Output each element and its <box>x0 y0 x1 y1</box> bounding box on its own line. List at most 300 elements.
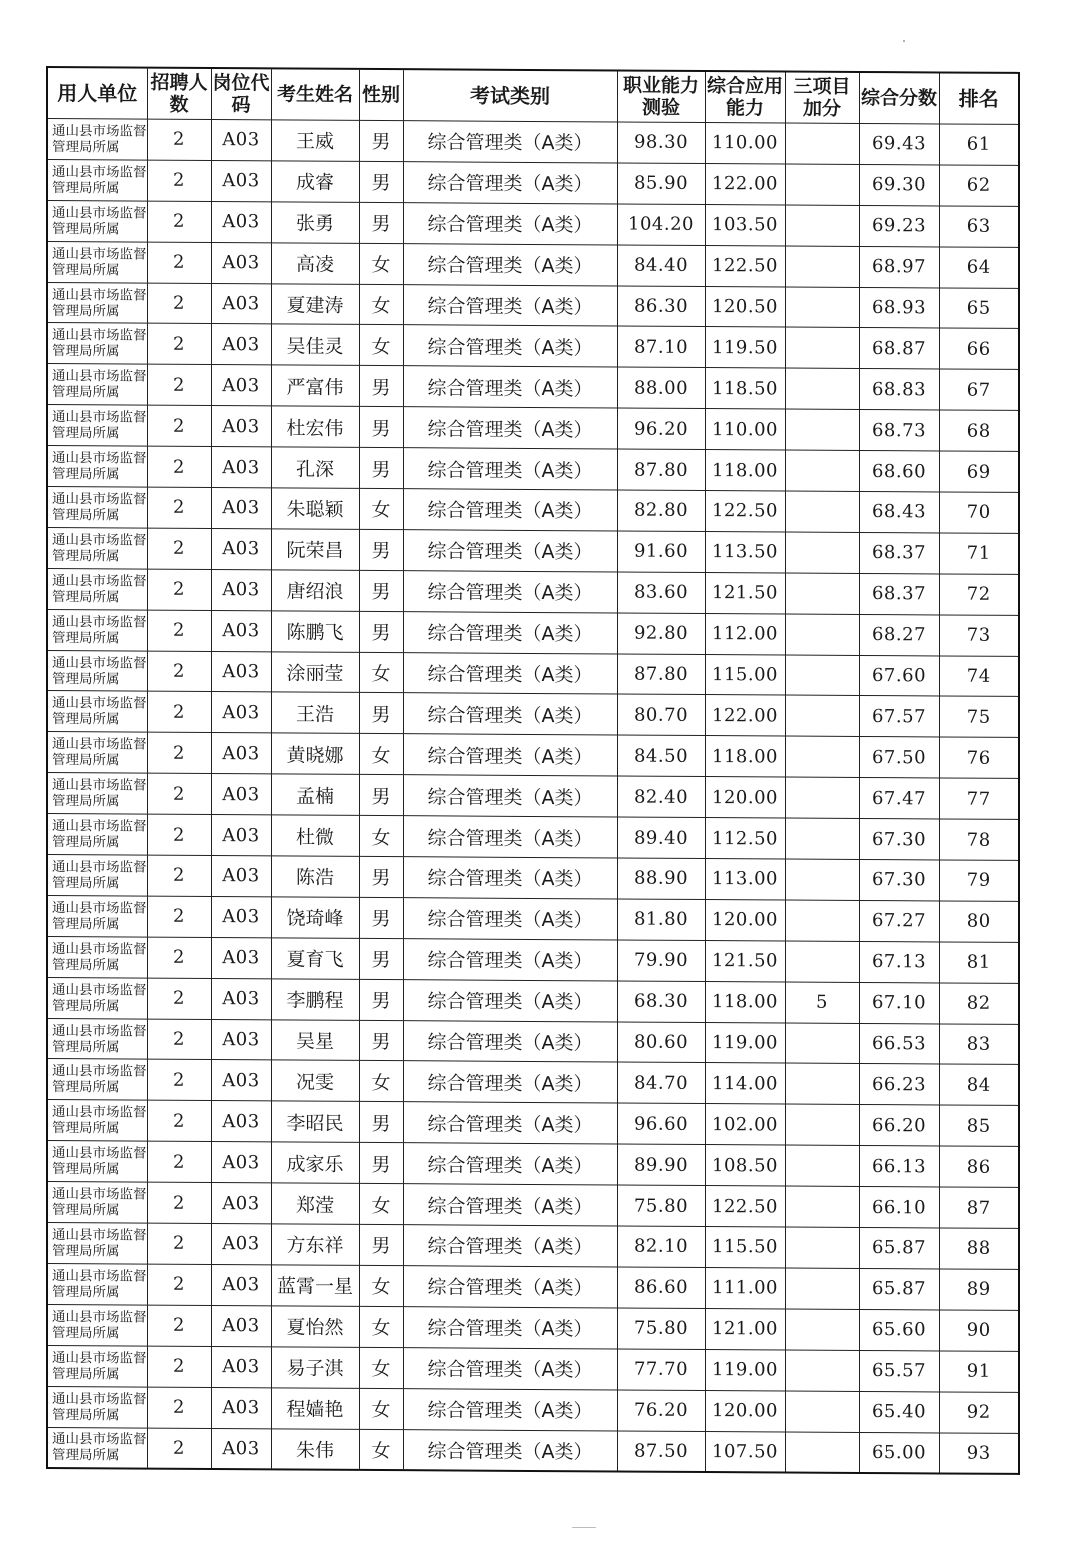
cell-gender: 女 <box>359 1429 403 1471</box>
cell-recruit: 2 <box>147 773 211 814</box>
cell-application: 114.00 <box>705 1063 785 1104</box>
cell-bonus <box>785 900 859 941</box>
cell-application: 111.00 <box>705 1267 785 1308</box>
cell-bonus <box>785 1268 859 1309</box>
cell-rank: 65 <box>939 288 1019 329</box>
table-row <box>47 446 1019 493</box>
cell-category: 综合管理类（A类） <box>403 570 617 612</box>
cell-recruit: 2 <box>147 119 211 160</box>
cell-name: 孟楠 <box>271 774 359 815</box>
cell-recruit: 2 <box>147 1305 211 1346</box>
table-row <box>47 405 1019 452</box>
cell-aptitude: 104.20 <box>617 204 705 245</box>
cell-recruit: 2 <box>147 814 211 855</box>
cell-application: 118.00 <box>705 981 785 1022</box>
cell-total: 68.60 <box>859 451 939 492</box>
cell-name: 夏怡然 <box>271 1306 359 1347</box>
cell-unit: 通山县市场监督管理局所属 <box>47 1263 147 1305</box>
cell-bonus <box>785 818 859 859</box>
cell-total: 67.13 <box>859 941 939 982</box>
cell-aptitude: 77.70 <box>617 1349 705 1390</box>
cell-recruit: 2 <box>147 160 211 201</box>
cell-gender: 男 <box>359 1143 403 1184</box>
table-row <box>47 527 1019 574</box>
cell-aptitude: 84.40 <box>617 245 705 286</box>
cell-post-code: A03 <box>211 160 271 201</box>
cell-post-code: A03 <box>211 1346 271 1387</box>
cell-recruit: 2 <box>147 1060 211 1101</box>
header-total: 综合分数 <box>859 72 939 124</box>
cell-rank: 72 <box>939 574 1019 615</box>
cell-gender: 男 <box>359 529 403 570</box>
cell-application: 115.50 <box>705 1227 785 1268</box>
cell-bonus <box>785 1350 859 1391</box>
cell-rank: 67 <box>939 369 1019 410</box>
cell-aptitude: 84.70 <box>617 1062 705 1103</box>
cell-category: 综合管理类（A类） <box>403 1225 617 1267</box>
cell-application: 122.50 <box>705 1186 785 1227</box>
cell-unit: 通山县市场监督管理局所属 <box>47 895 147 937</box>
cell-rank: 88 <box>939 1228 1019 1269</box>
cell-unit: 通山县市场监督管理局所属 <box>47 1141 147 1183</box>
cell-bonus <box>785 409 859 450</box>
cell-total: 65.40 <box>859 1391 939 1432</box>
header-post-code: 岗位代码 <box>211 68 271 120</box>
cell-post-code: A03 <box>211 692 271 733</box>
cell-name: 唐绍浪 <box>271 570 359 611</box>
cell-recruit: 2 <box>147 569 211 610</box>
cell-gender: 女 <box>359 488 403 529</box>
cell-bonus <box>785 1432 859 1474</box>
cell-application: 122.50 <box>705 245 785 286</box>
cell-category: 综合管理类（A类） <box>403 1347 617 1389</box>
cell-recruit: 2 <box>147 896 211 937</box>
table-header-row <box>47 67 1019 124</box>
cell-bonus <box>785 859 859 900</box>
cell-bonus <box>785 1145 859 1186</box>
table-row <box>47 241 1019 288</box>
cell-recruit: 2 <box>147 610 211 651</box>
cell-gender: 女 <box>359 243 403 284</box>
cell-aptitude: 92.80 <box>617 613 705 654</box>
table-body <box>47 119 1019 1475</box>
cell-rank: 71 <box>939 533 1019 574</box>
cell-post-code: A03 <box>211 528 271 569</box>
table-row <box>47 691 1019 738</box>
cell-rank: 78 <box>939 819 1019 860</box>
cell-category: 综合管理类（A类） <box>403 1266 617 1308</box>
cell-category: 综合管理类（A类） <box>403 652 617 694</box>
cell-total: 66.13 <box>859 1146 939 1187</box>
cell-application: 118.00 <box>705 736 785 777</box>
score-sheet <box>46 66 1018 1469</box>
cell-rank: 77 <box>939 778 1019 819</box>
table-row <box>47 200 1019 247</box>
cell-bonus <box>785 1063 859 1104</box>
cell-unit: 通山县市场监督管理局所属 <box>47 855 147 897</box>
cell-total: 65.57 <box>859 1350 939 1391</box>
cell-name: 杜宏伟 <box>271 406 359 447</box>
cell-recruit: 2 <box>147 1100 211 1141</box>
cell-bonus <box>785 695 859 736</box>
cell-gender: 男 <box>359 161 403 202</box>
cell-total: 65.60 <box>859 1309 939 1350</box>
cell-bonus <box>785 368 859 409</box>
cell-application: 122.00 <box>705 163 785 204</box>
cell-post-code: A03 <box>211 978 271 1019</box>
cell-application: 119.50 <box>705 327 785 368</box>
table-row <box>47 814 1019 861</box>
cell-unit: 通山县市场监督管理局所属 <box>47 282 147 324</box>
cell-application: 122.00 <box>705 695 785 736</box>
cell-rank: 75 <box>939 696 1019 737</box>
cell-unit: 通山县市场监督管理局所属 <box>47 1100 147 1142</box>
cell-recruit: 2 <box>147 364 211 405</box>
cell-application: 121.50 <box>705 572 785 613</box>
cell-rank: 74 <box>939 656 1019 697</box>
cell-name: 阮荣昌 <box>271 529 359 570</box>
cell-recruit: 2 <box>147 1346 211 1387</box>
cell-aptitude: 87.80 <box>617 449 705 490</box>
cell-unit: 通山县市场监督管理局所属 <box>47 1059 147 1101</box>
cell-unit: 通山县市场监督管理局所属 <box>47 1223 147 1265</box>
cell-recruit: 2 <box>147 1387 211 1428</box>
cell-category: 综合管理类（A类） <box>403 1061 617 1103</box>
table-row <box>47 1100 1019 1147</box>
cell-aptitude: 84.50 <box>617 735 705 776</box>
cell-name: 张勇 <box>271 202 359 243</box>
cell-post-code: A03 <box>211 1183 271 1224</box>
cell-post-code: A03 <box>211 1224 271 1265</box>
cell-name: 蓝霄一星 <box>271 1265 359 1306</box>
cell-aptitude: 75.80 <box>617 1308 705 1349</box>
cell-name: 吴星 <box>271 1019 359 1060</box>
table-row <box>47 1345 1019 1392</box>
cell-gender: 男 <box>359 120 403 161</box>
table-row <box>47 936 1019 983</box>
cell-post-code: A03 <box>211 283 271 324</box>
cell-bonus <box>785 573 859 614</box>
cell-post-code: A03 <box>211 1428 271 1470</box>
cell-total: 68.43 <box>859 491 939 532</box>
cell-gender: 男 <box>359 448 403 489</box>
cell-unit: 通山县市场监督管理局所属 <box>47 1345 147 1387</box>
table-row <box>47 609 1019 656</box>
cell-rank: 62 <box>939 165 1019 206</box>
cell-total: 66.20 <box>859 1105 939 1146</box>
table-row <box>47 282 1019 329</box>
table-row <box>47 1182 1019 1229</box>
cell-total: 68.93 <box>859 287 939 328</box>
cell-gender: 女 <box>359 734 403 775</box>
cell-category: 综合管理类（A类） <box>403 693 617 735</box>
cell-rank: 83 <box>939 1024 1019 1065</box>
cell-unit: 通山县市场监督管理局所属 <box>47 1427 147 1469</box>
cell-bonus <box>785 736 859 777</box>
cell-rank: 86 <box>939 1146 1019 1187</box>
cell-post-code: A03 <box>211 1305 271 1346</box>
cell-category: 综合管理类（A类） <box>403 1184 617 1226</box>
cell-total: 68.87 <box>859 328 939 369</box>
cell-name: 陈浩 <box>271 856 359 897</box>
cell-gender: 女 <box>359 284 403 325</box>
cell-bonus <box>785 123 859 164</box>
cell-recruit: 2 <box>147 978 211 1019</box>
cell-name: 陈鹏飞 <box>271 611 359 652</box>
cell-total: 67.60 <box>859 655 939 696</box>
cell-recruit: 2 <box>147 242 211 283</box>
cell-gender: 男 <box>359 1224 403 1265</box>
cell-total: 65.87 <box>859 1268 939 1309</box>
cell-rank: 93 <box>939 1432 1019 1474</box>
cell-bonus <box>785 1391 859 1432</box>
cell-aptitude: 85.90 <box>617 163 705 204</box>
cell-unit: 通山县市场监督管理局所属 <box>47 650 147 692</box>
cell-rank: 70 <box>939 492 1019 533</box>
cell-rank: 87 <box>939 1187 1019 1228</box>
cell-gender: 女 <box>359 1306 403 1347</box>
cell-category: 综合管理类（A类） <box>403 1020 617 1062</box>
table-row <box>47 159 1019 206</box>
cell-category: 综合管理类（A类） <box>403 162 617 204</box>
table-row <box>47 1223 1019 1270</box>
cell-name: 涂丽莹 <box>271 651 359 692</box>
table-row <box>47 1386 1019 1433</box>
cell-post-code: A03 <box>211 201 271 242</box>
cell-post-code: A03 <box>211 242 271 283</box>
cell-application: 122.50 <box>705 491 785 532</box>
cell-aptitude: 89.90 <box>617 1144 705 1185</box>
cell-recruit: 2 <box>147 487 211 528</box>
cell-unit: 通山县市场监督管理局所属 <box>47 609 147 651</box>
cell-name: 况雯 <box>271 1060 359 1101</box>
cell-post-code: A03 <box>211 1387 271 1428</box>
table-row <box>47 1427 1019 1474</box>
cell-name: 吴佳灵 <box>271 324 359 365</box>
cell-application: 110.00 <box>705 123 785 164</box>
cell-name: 朱聪颖 <box>271 488 359 529</box>
cell-recruit: 2 <box>147 1141 211 1182</box>
cell-gender: 男 <box>359 693 403 734</box>
cell-aptitude: 89.40 <box>617 817 705 858</box>
cell-gender: 男 <box>359 938 403 979</box>
scan-speck <box>572 1527 596 1528</box>
cell-gender: 男 <box>359 775 403 816</box>
cell-unit: 通山县市场监督管理局所属 <box>47 568 147 610</box>
cell-unit: 通山县市场监督管理局所属 <box>47 364 147 406</box>
cell-application: 118.00 <box>705 450 785 491</box>
cell-category: 综合管理类（A类） <box>403 284 617 326</box>
cell-bonus <box>785 655 859 696</box>
cell-name: 李鹏程 <box>271 979 359 1020</box>
cell-unit: 通山县市场监督管理局所属 <box>47 241 147 283</box>
cell-aptitude: 96.60 <box>617 1103 705 1144</box>
cell-gender: 男 <box>359 979 403 1020</box>
cell-category: 综合管理类（A类） <box>403 816 617 858</box>
cell-name: 王浩 <box>271 692 359 733</box>
cell-gender: 男 <box>359 202 403 243</box>
cell-post-code: A03 <box>211 569 271 610</box>
cell-rank: 69 <box>939 451 1019 492</box>
cell-total: 67.27 <box>859 900 939 941</box>
cell-recruit: 2 <box>147 692 211 733</box>
cell-application: 120.50 <box>705 286 785 327</box>
cell-gender: 男 <box>359 897 403 938</box>
cell-bonus <box>785 941 859 982</box>
cell-total: 69.30 <box>859 164 939 205</box>
cell-name: 孔深 <box>271 447 359 488</box>
cell-total: 68.73 <box>859 410 939 451</box>
cell-unit: 通山县市场监督管理局所属 <box>47 1304 147 1346</box>
cell-bonus <box>785 327 859 368</box>
cell-bonus <box>785 777 859 818</box>
cell-post-code: A03 <box>211 120 271 161</box>
cell-recruit: 2 <box>147 855 211 896</box>
cell-post-code: A03 <box>211 406 271 447</box>
cell-gender: 男 <box>359 1102 403 1143</box>
cell-total: 67.10 <box>859 982 939 1023</box>
cell-application: 113.00 <box>705 859 785 900</box>
cell-aptitude: 68.30 <box>617 981 705 1022</box>
cell-category: 综合管理类（A类） <box>403 611 617 653</box>
cell-post-code: A03 <box>211 815 271 856</box>
cell-rank: 66 <box>939 328 1019 369</box>
cell-unit: 通山县市场监督管理局所属 <box>47 405 147 447</box>
cell-bonus <box>785 1104 859 1145</box>
cell-application: 120.00 <box>705 1390 785 1431</box>
cell-application: 120.00 <box>705 899 785 940</box>
cell-recruit: 2 <box>147 1223 211 1264</box>
cell-recruit: 2 <box>147 446 211 487</box>
cell-name: 严富伟 <box>271 365 359 406</box>
cell-unit: 通山县市场监督管理局所属 <box>47 487 147 529</box>
cell-bonus <box>785 205 859 246</box>
cell-category: 综合管理类（A类） <box>403 938 617 980</box>
cell-aptitude: 80.60 <box>617 1022 705 1063</box>
cell-category: 综合管理类（A类） <box>403 775 617 817</box>
cell-application: 102.00 <box>705 1104 785 1145</box>
cell-gender: 女 <box>359 1061 403 1102</box>
cell-bonus: 5 <box>785 982 859 1023</box>
cell-application: 110.00 <box>705 409 785 450</box>
cell-bonus <box>785 614 859 655</box>
cell-name: 李昭民 <box>271 1101 359 1142</box>
cell-application: 118.50 <box>705 368 785 409</box>
cell-name: 成睿 <box>271 161 359 202</box>
cell-rank: 68 <box>939 410 1019 451</box>
cell-bonus <box>785 246 859 287</box>
cell-gender: 男 <box>359 570 403 611</box>
table-row <box>47 895 1019 942</box>
cell-post-code: A03 <box>211 1101 271 1142</box>
cell-unit: 通山县市场监督管理局所属 <box>47 527 147 569</box>
cell-total: 66.10 <box>859 1187 939 1228</box>
cell-aptitude: 87.80 <box>617 654 705 695</box>
cell-aptitude: 83.60 <box>617 572 705 613</box>
score-table <box>46 66 1020 1475</box>
cell-rank: 90 <box>939 1310 1019 1351</box>
cell-rank: 64 <box>939 247 1019 288</box>
scan-speck <box>903 40 905 42</box>
table-row <box>47 732 1019 779</box>
table-row <box>47 1141 1019 1188</box>
cell-post-code: A03 <box>211 733 271 774</box>
cell-rank: 91 <box>939 1351 1019 1392</box>
cell-rank: 82 <box>939 983 1019 1024</box>
header-recruit: 招聘人数 <box>147 68 211 120</box>
header-unit: 用人单位 <box>47 67 147 119</box>
cell-rank: 80 <box>939 901 1019 942</box>
cell-aptitude: 82.40 <box>617 776 705 817</box>
table-row <box>47 1263 1019 1310</box>
cell-unit: 通山县市场监督管理局所属 <box>47 691 147 733</box>
cell-category: 综合管理类（A类） <box>403 857 617 899</box>
cell-category: 综合管理类（A类） <box>403 448 617 490</box>
cell-application: 108.50 <box>705 1145 785 1186</box>
cell-post-code: A03 <box>211 937 271 978</box>
cell-aptitude: 75.80 <box>617 1185 705 1226</box>
table-row <box>47 773 1019 820</box>
cell-unit: 通山县市场监督管理局所属 <box>47 732 147 774</box>
cell-aptitude: 96.20 <box>617 408 705 449</box>
cell-aptitude: 80.70 <box>617 694 705 735</box>
cell-total: 67.57 <box>859 696 939 737</box>
cell-total: 68.97 <box>859 246 939 287</box>
cell-gender: 女 <box>359 816 403 857</box>
cell-category: 综合管理类（A类） <box>403 366 617 408</box>
cell-bonus <box>785 532 859 573</box>
cell-category: 综合管理类（A类） <box>403 202 617 244</box>
cell-application: 121.50 <box>705 940 785 981</box>
cell-recruit: 2 <box>147 1182 211 1223</box>
cell-unit: 通山县市场监督管理局所属 <box>47 814 147 856</box>
cell-category: 综合管理类（A类） <box>403 979 617 1021</box>
cell-unit: 通山县市场监督管理局所属 <box>47 119 147 161</box>
cell-aptitude: 76.20 <box>617 1390 705 1431</box>
table-row <box>47 487 1019 534</box>
cell-post-code: A03 <box>211 1019 271 1060</box>
table-row <box>47 650 1019 697</box>
cell-rank: 89 <box>939 1269 1019 1310</box>
cell-rank: 73 <box>939 615 1019 656</box>
cell-application: 112.00 <box>705 613 785 654</box>
cell-rank: 92 <box>939 1392 1019 1433</box>
cell-total: 66.53 <box>859 1023 939 1064</box>
cell-unit: 通山县市场监督管理局所属 <box>47 1386 147 1428</box>
cell-aptitude: 81.80 <box>617 899 705 940</box>
cell-total: 68.83 <box>859 369 939 410</box>
cell-gender: 男 <box>359 856 403 897</box>
cell-recruit: 2 <box>147 732 211 773</box>
cell-application: 103.50 <box>705 204 785 245</box>
cell-gender: 男 <box>359 366 403 407</box>
cell-unit: 通山县市场监督管理局所属 <box>47 159 147 201</box>
cell-total: 65.87 <box>859 1228 939 1269</box>
cell-gender: 男 <box>359 611 403 652</box>
cell-recruit: 2 <box>147 651 211 692</box>
cell-application: 113.50 <box>705 531 785 572</box>
cell-rank: 81 <box>939 942 1019 983</box>
cell-bonus <box>785 287 859 328</box>
cell-gender: 女 <box>359 1265 403 1306</box>
cell-recruit: 2 <box>147 405 211 446</box>
cell-post-code: A03 <box>211 1264 271 1305</box>
cell-application: 112.50 <box>705 818 785 859</box>
cell-recruit: 2 <box>147 937 211 978</box>
cell-category: 综合管理类（A类） <box>403 1307 617 1349</box>
cell-aptitude: 88.90 <box>617 858 705 899</box>
cell-post-code: A03 <box>211 651 271 692</box>
